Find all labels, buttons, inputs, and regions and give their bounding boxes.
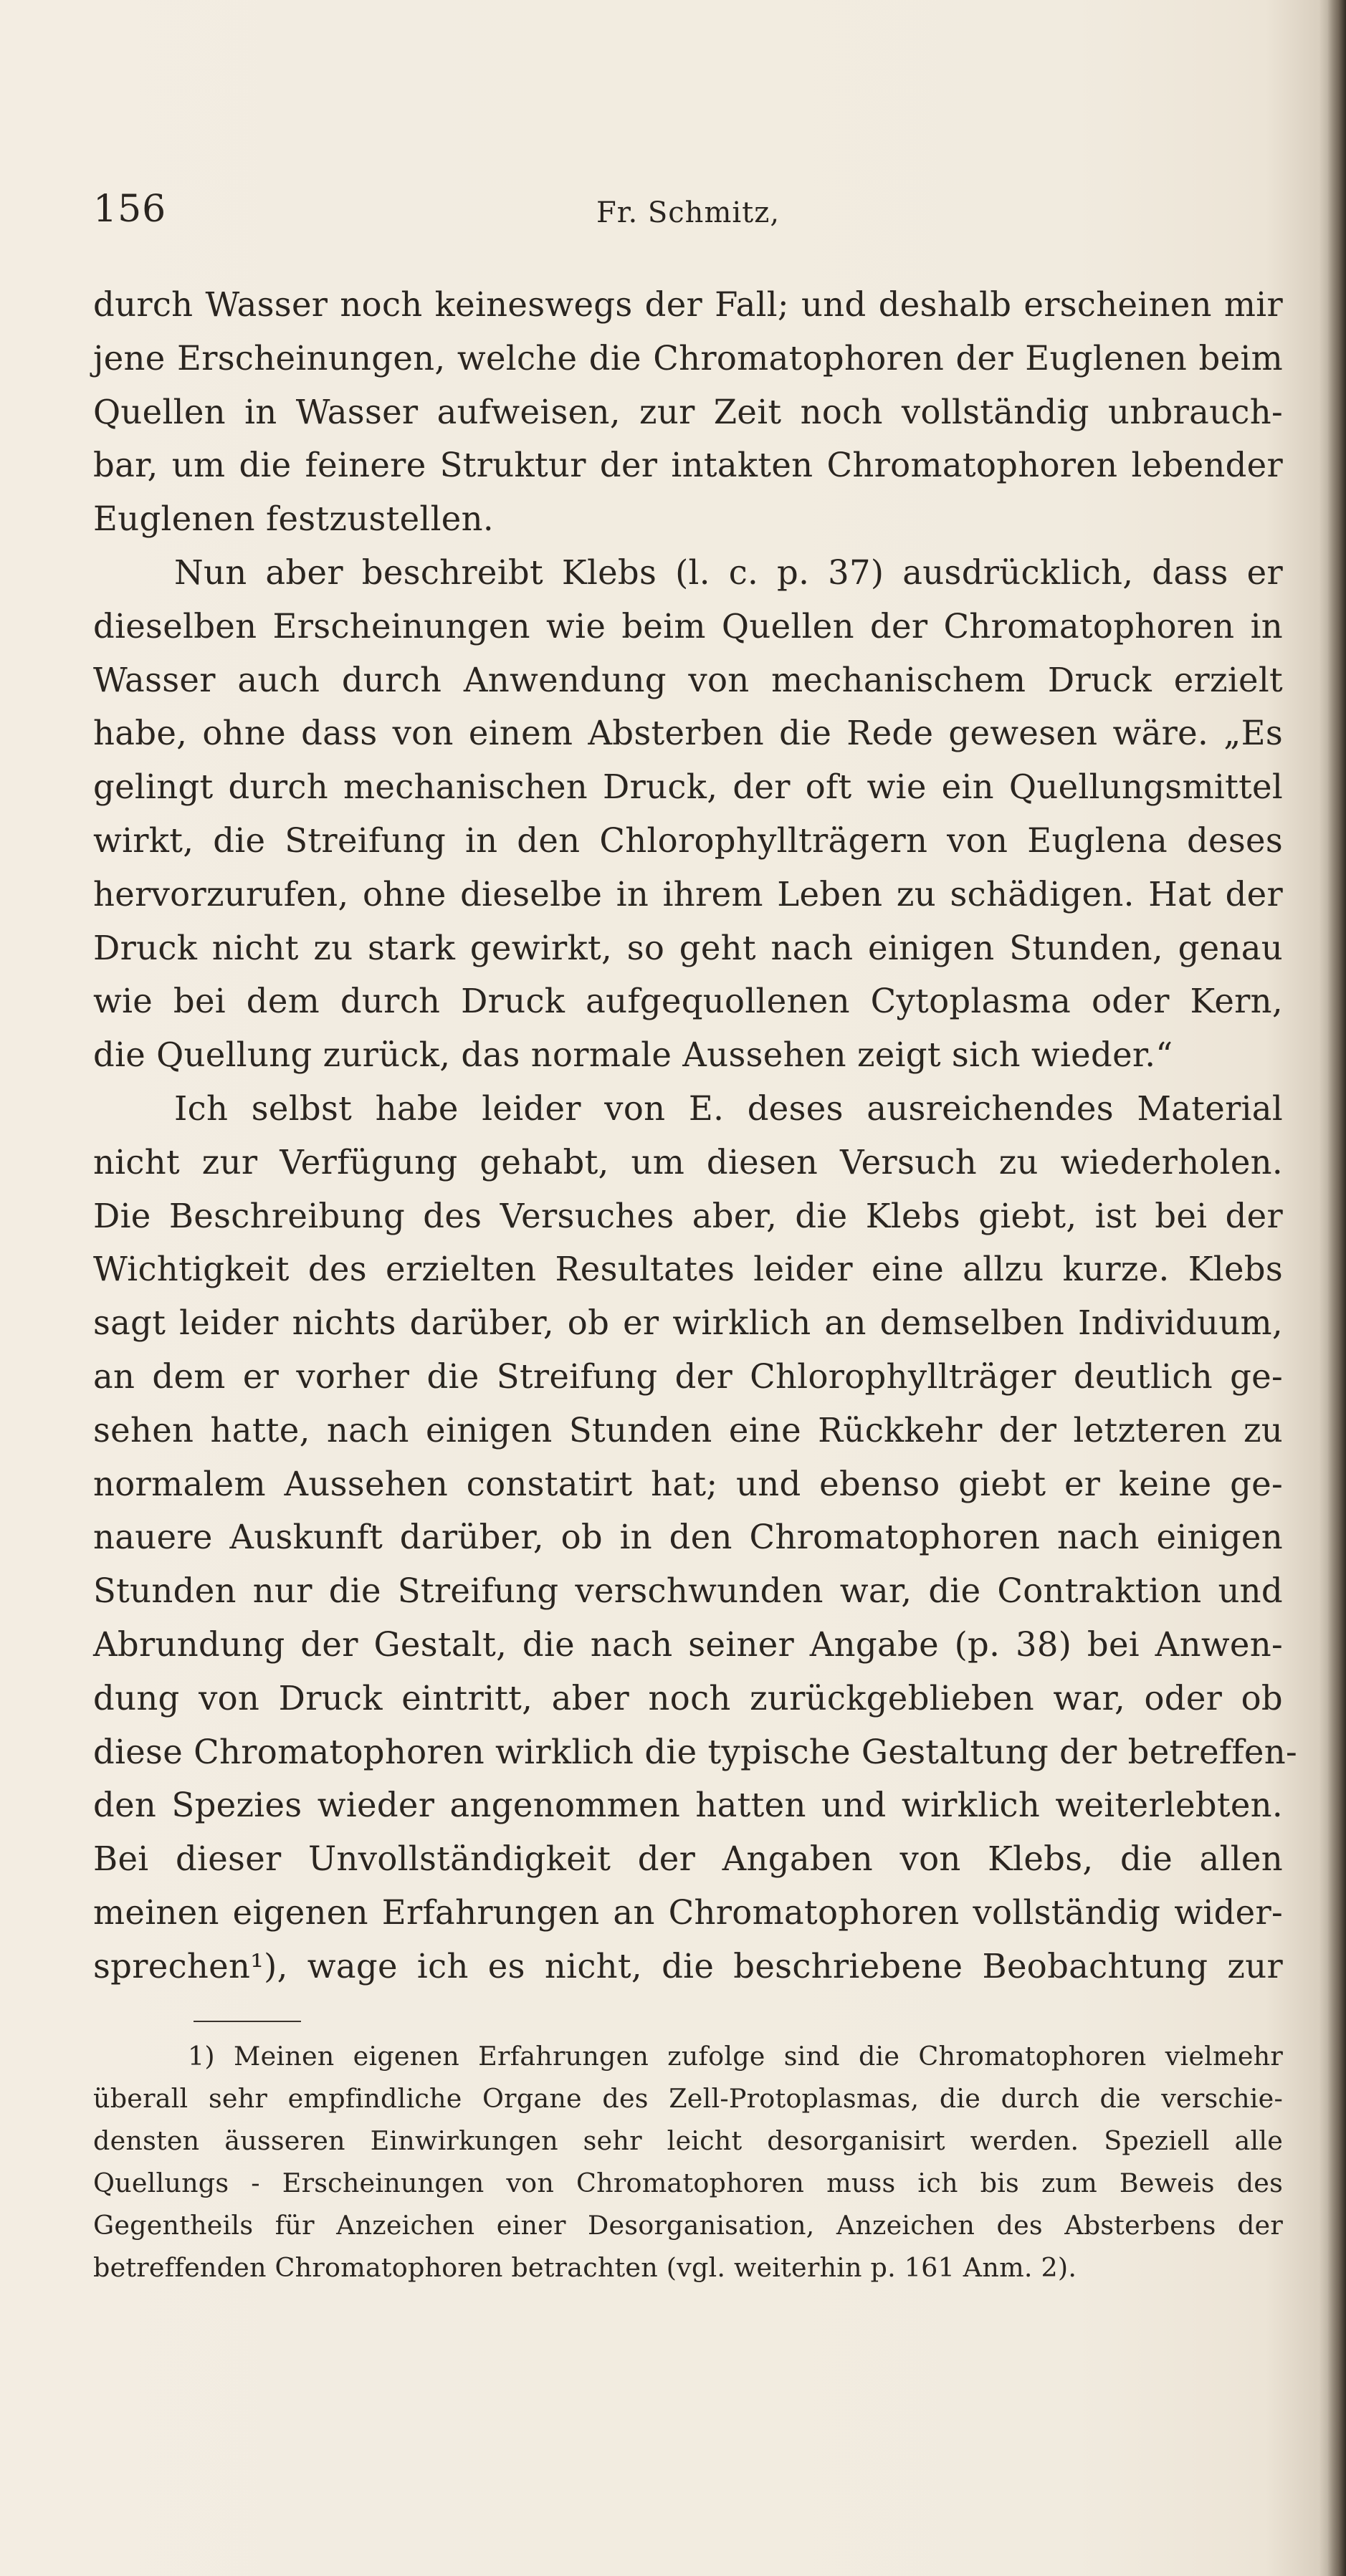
text-line: wie bei dem durch Druck aufgequollenen Cytoplasma oder Kern,: [93, 982, 1283, 1021]
footnote-divider: [194, 2021, 301, 2022]
text-line: wirkt, die Streifung in den Chlorophyllträgern von Euglena deses: [93, 820, 1283, 860]
text-line: meinen eigenen Erfahrungen an Chromatophoren vollständig wider-: [93, 1892, 1283, 1932]
text-line: Quellen in Wasser aufweisen, zur Zeit noch vollständig unbrauch-: [93, 392, 1283, 431]
text-line: bar, um die feinere Struktur der intakten Chromatophoren lebender: [93, 446, 1283, 485]
text-line: Die Beschreibung des Versuches aber, die Klebs giebt, ist bei der: [93, 1196, 1283, 1235]
footnote-line: Gegentheils für Anzeichen einer Desorganisation, Anzeichen des Absterbens der: [93, 2210, 1283, 2241]
footnote-line: betreffenden Chromatophoren betrachten (vgl. weiterhin p. 161 Anm. 2).: [93, 2252, 1077, 2283]
text-line: den Spezies wieder angenommen hatten und wirklich weiterlebten.: [93, 1786, 1283, 1825]
text-line: habe, ohne dass von einem Absterben die Rede gewesen wäre. „Es: [93, 714, 1283, 753]
binding-shadow: [1327, 0, 1346, 2576]
text-line: dung von Druck eintritt, aber noch zurückgeblieben war, oder ob: [93, 1678, 1283, 1718]
text-line: gelingt durch mechanischen Druck, der oft wie ein Quellungsmittel: [93, 767, 1283, 807]
footnote-line: Quellungs - Erscheinungen von Chromatophoren muss ich bis zum Beweis des: [93, 2168, 1283, 2198]
text-line: Stunden nur die Streifung verschwunden war, die Contraktion und: [93, 1571, 1283, 1611]
text-line: durch Wasser noch keineswegs der Fall; und deshalb erscheinen mir: [93, 285, 1283, 324]
text-line: diese Chromatophoren wirklich die typische Gestaltung der betreffen-: [93, 1732, 1297, 1771]
footnote-line: densten äusseren Einwirkungen sehr leicht desorganisirt werden. Speziell alle: [93, 2125, 1283, 2156]
text-line: dieselben Erscheinungen wie beim Quellen der Chromatophoren in: [93, 606, 1283, 646]
text-line: Euglenen festzustellen.: [93, 499, 494, 539]
text-line: nicht zur Verfügung gehabt, um diesen Versuch zu wiederholen.: [93, 1142, 1283, 1182]
text-line: an dem er vorher die Streifung der Chlorophyllträger deutlich ge-: [93, 1356, 1283, 1396]
text-line: Bei dieser Unvollständigkeit der Angaben von Klebs, die allen: [93, 1839, 1283, 1879]
text-line: sprechen¹), wage ich es nicht, die beschriebene Beobachtung zur: [93, 1946, 1283, 1986]
page-header: [93, 188, 1283, 252]
footnote-line: 1) Meinen eigenen Erfahrungen zufolge sind die Chromatophoren vielmehr: [188, 2041, 1283, 2072]
text-line: Ich selbst habe leider von E. deses ausreichendes Material: [174, 1088, 1283, 1128]
text-line: hervorzurufen, ohne dieselbe in ihrem Leben zu schädigen. Hat der: [93, 874, 1283, 914]
footnote-line: überall sehr empfindliche Organe des Zell-Protoplasmas, die durch die verschie-: [93, 2083, 1283, 2114]
text-line: Abrundung der Gestalt, die nach seiner Angabe (p. 38) bei Anwen-: [93, 1624, 1283, 1664]
page-number: 156: [93, 188, 167, 231]
text-line: die Quellung zurück, das normale Aussehen zeigt sich wieder.“: [93, 1035, 1173, 1075]
text-line: Wasser auch durch Anwendung von mechanischem Druck erzielt: [93, 660, 1283, 699]
running-head: Fr. Schmitz,: [596, 196, 781, 229]
text-line: sehen hatte, nach einigen Stunden eine Rückkehr der letzteren zu: [93, 1410, 1283, 1450]
text-line: normalem Aussehen constatirt hat; und ebenso giebt er keine ge-: [93, 1464, 1283, 1503]
text-line: Druck nicht zu stark gewirkt, so geht nach einigen Stunden, genau: [93, 928, 1283, 967]
text-line: sagt leider nichts darüber, ob er wirklich an demselben Individuum,: [93, 1303, 1283, 1343]
text-line: nauere Auskunft darüber, ob in den Chromatophoren nach einigen: [93, 1518, 1283, 1557]
text-line: jene Erscheinungen, welche die Chromatophoren der Euglenen beim: [93, 338, 1283, 378]
main-text: [93, 278, 1297, 1993]
text-line: Nun aber beschreibt Klebs (l. c. p. 37) ausdrücklich, dass er: [174, 552, 1283, 592]
footnotes: [93, 2035, 1283, 2289]
text-line: Wichtigkeit des erzielten Resultates leider eine allzu kurze. Klebs: [93, 1250, 1283, 1289]
